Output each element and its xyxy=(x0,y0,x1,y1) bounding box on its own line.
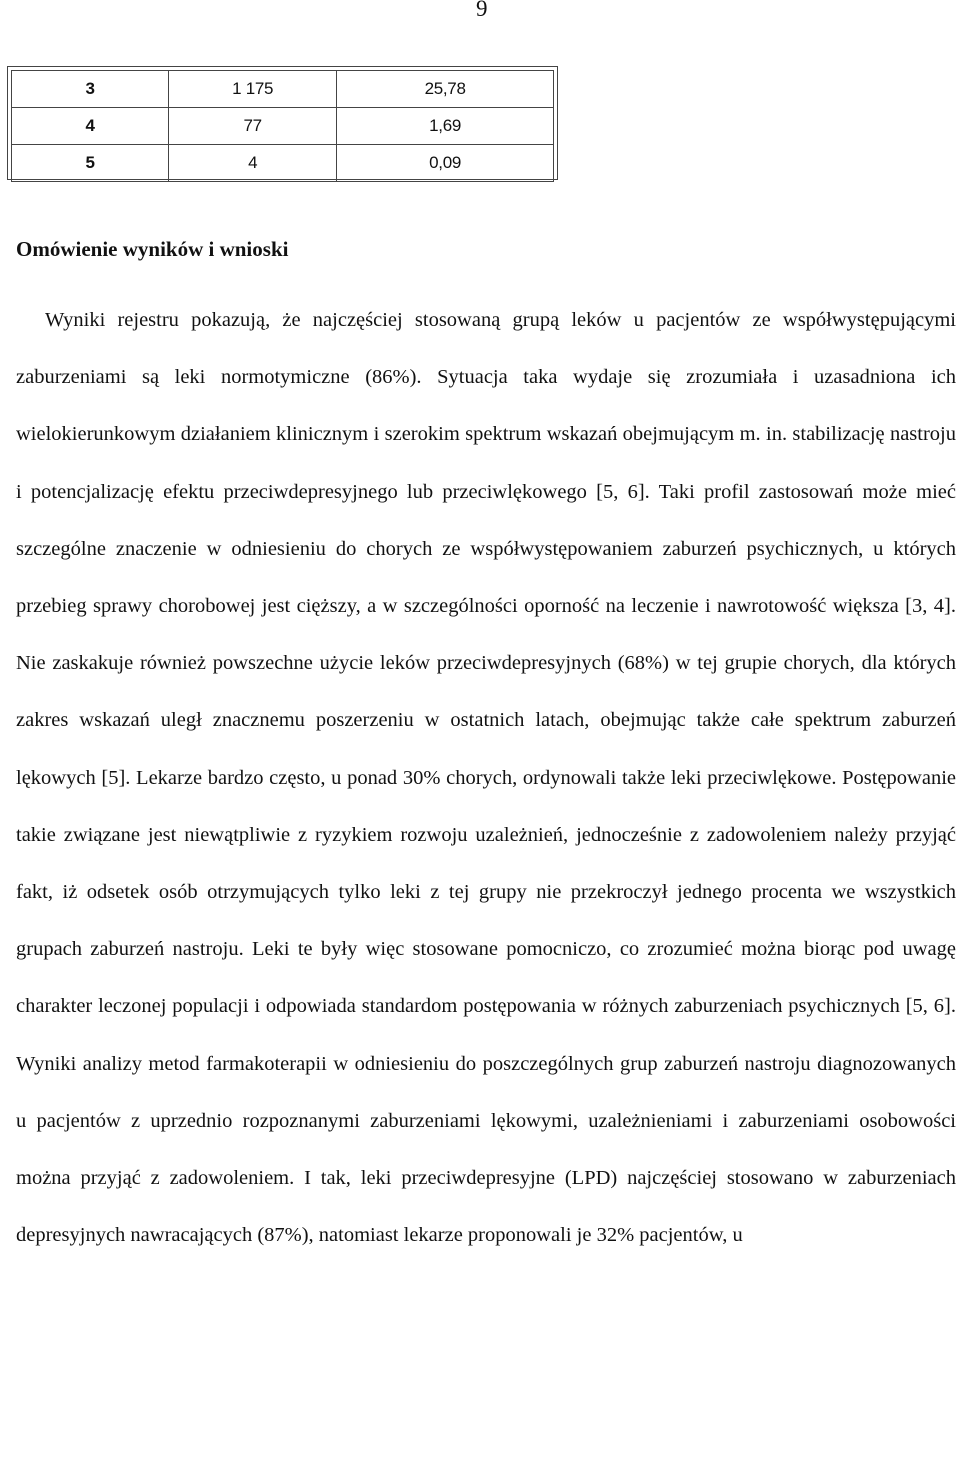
table-cell: 5 xyxy=(12,145,169,182)
table-cell: 0,09 xyxy=(337,145,554,182)
table-cell: 4 xyxy=(169,145,337,182)
section-heading: Omówienie wyników i wnioski xyxy=(16,237,289,261)
table-cell: 1 175 xyxy=(169,71,337,108)
table-cell: 1,69 xyxy=(337,108,554,145)
data-table xyxy=(7,66,558,180)
table-cell: 4 xyxy=(12,108,169,145)
table-row xyxy=(12,71,554,108)
table-row xyxy=(12,145,554,182)
table-cell: 77 xyxy=(169,108,337,145)
table-row xyxy=(12,108,554,145)
table-cell: 25,78 xyxy=(337,71,554,108)
body-paragraph: Wyniki rejestru pokazują, że najczęściej stosowaną grupą leków u pacjentów ze współwystępującymi zaburzeniami są leki normotymiczne (86%). Sytuacja taka wydaje się zrozumiała i uzasadniona ich wielokierunkowym działaniem klinicznym i szerokim spektrum wskazań obejmującym m. in. stabilizację nastroju i potencjalizację efektu przeciwdepresyjnego lub przeciwlękowego [5, 6]. Taki profil zastosowań może mieć szczególne znaczenie w odniesieniu do chorych ze współwystępowaniem zaburzeń psychicznych, u których przebieg sprawy chorobowej jest cięższy, a w szczególności oporność na leczenie i nawrotowość większa [3, 4]. Nie zaskakuje również powszechne użycie leków przeciwdepresyjnych (68%) w tej grupie chorych, dla których zakres wskazań uległ znacznemu poszerzeniu w ostatnich latach, obejmując także całe spektrum zaburzeń lękowych [5]. Lekarze bardzo często, u ponad 30% chorych, ordynowali także leki przeciwlękowe. Postępowanie takie związane jest niewątpliwie z ryzykiem rozwoju uzależnień, jednocześnie z zadowoleniem należy przyjąć fakt, iż odsetek osób otrzymujących tylko leki z tej grupy nie przekroczył jednego procenta we wszystkich grupach zaburzeń nastroju. Leki te były więc stosowane pomocniczo, co zrozumieć można biorąc pod uwagę charakter leczonej populacji i odpowiada standardom postępowania w różnych zaburzeniach psychicznych [5, 6]. Wyniki analizy metod farmakoterapii w odniesieniu do poszczególnych grup zaburzeń nastroju diagnozowanych u pacjentów z uprzednio rozpoznanymi zaburzeniami lękowymi, uzależnieniami i zaburzeniami osobowości można przyjąć z zadowoleniem. I tak, leki przeciwdepresyjne (LPD) najczęściej stosowano w zaburzeniach depresyjnych nawracających (87%), natomiast lekarze proponowali je 32% pacjentów, u xyxy=(16,309,956,1247)
page-number: 9 xyxy=(476,0,488,21)
table-cell: 3 xyxy=(12,71,169,108)
